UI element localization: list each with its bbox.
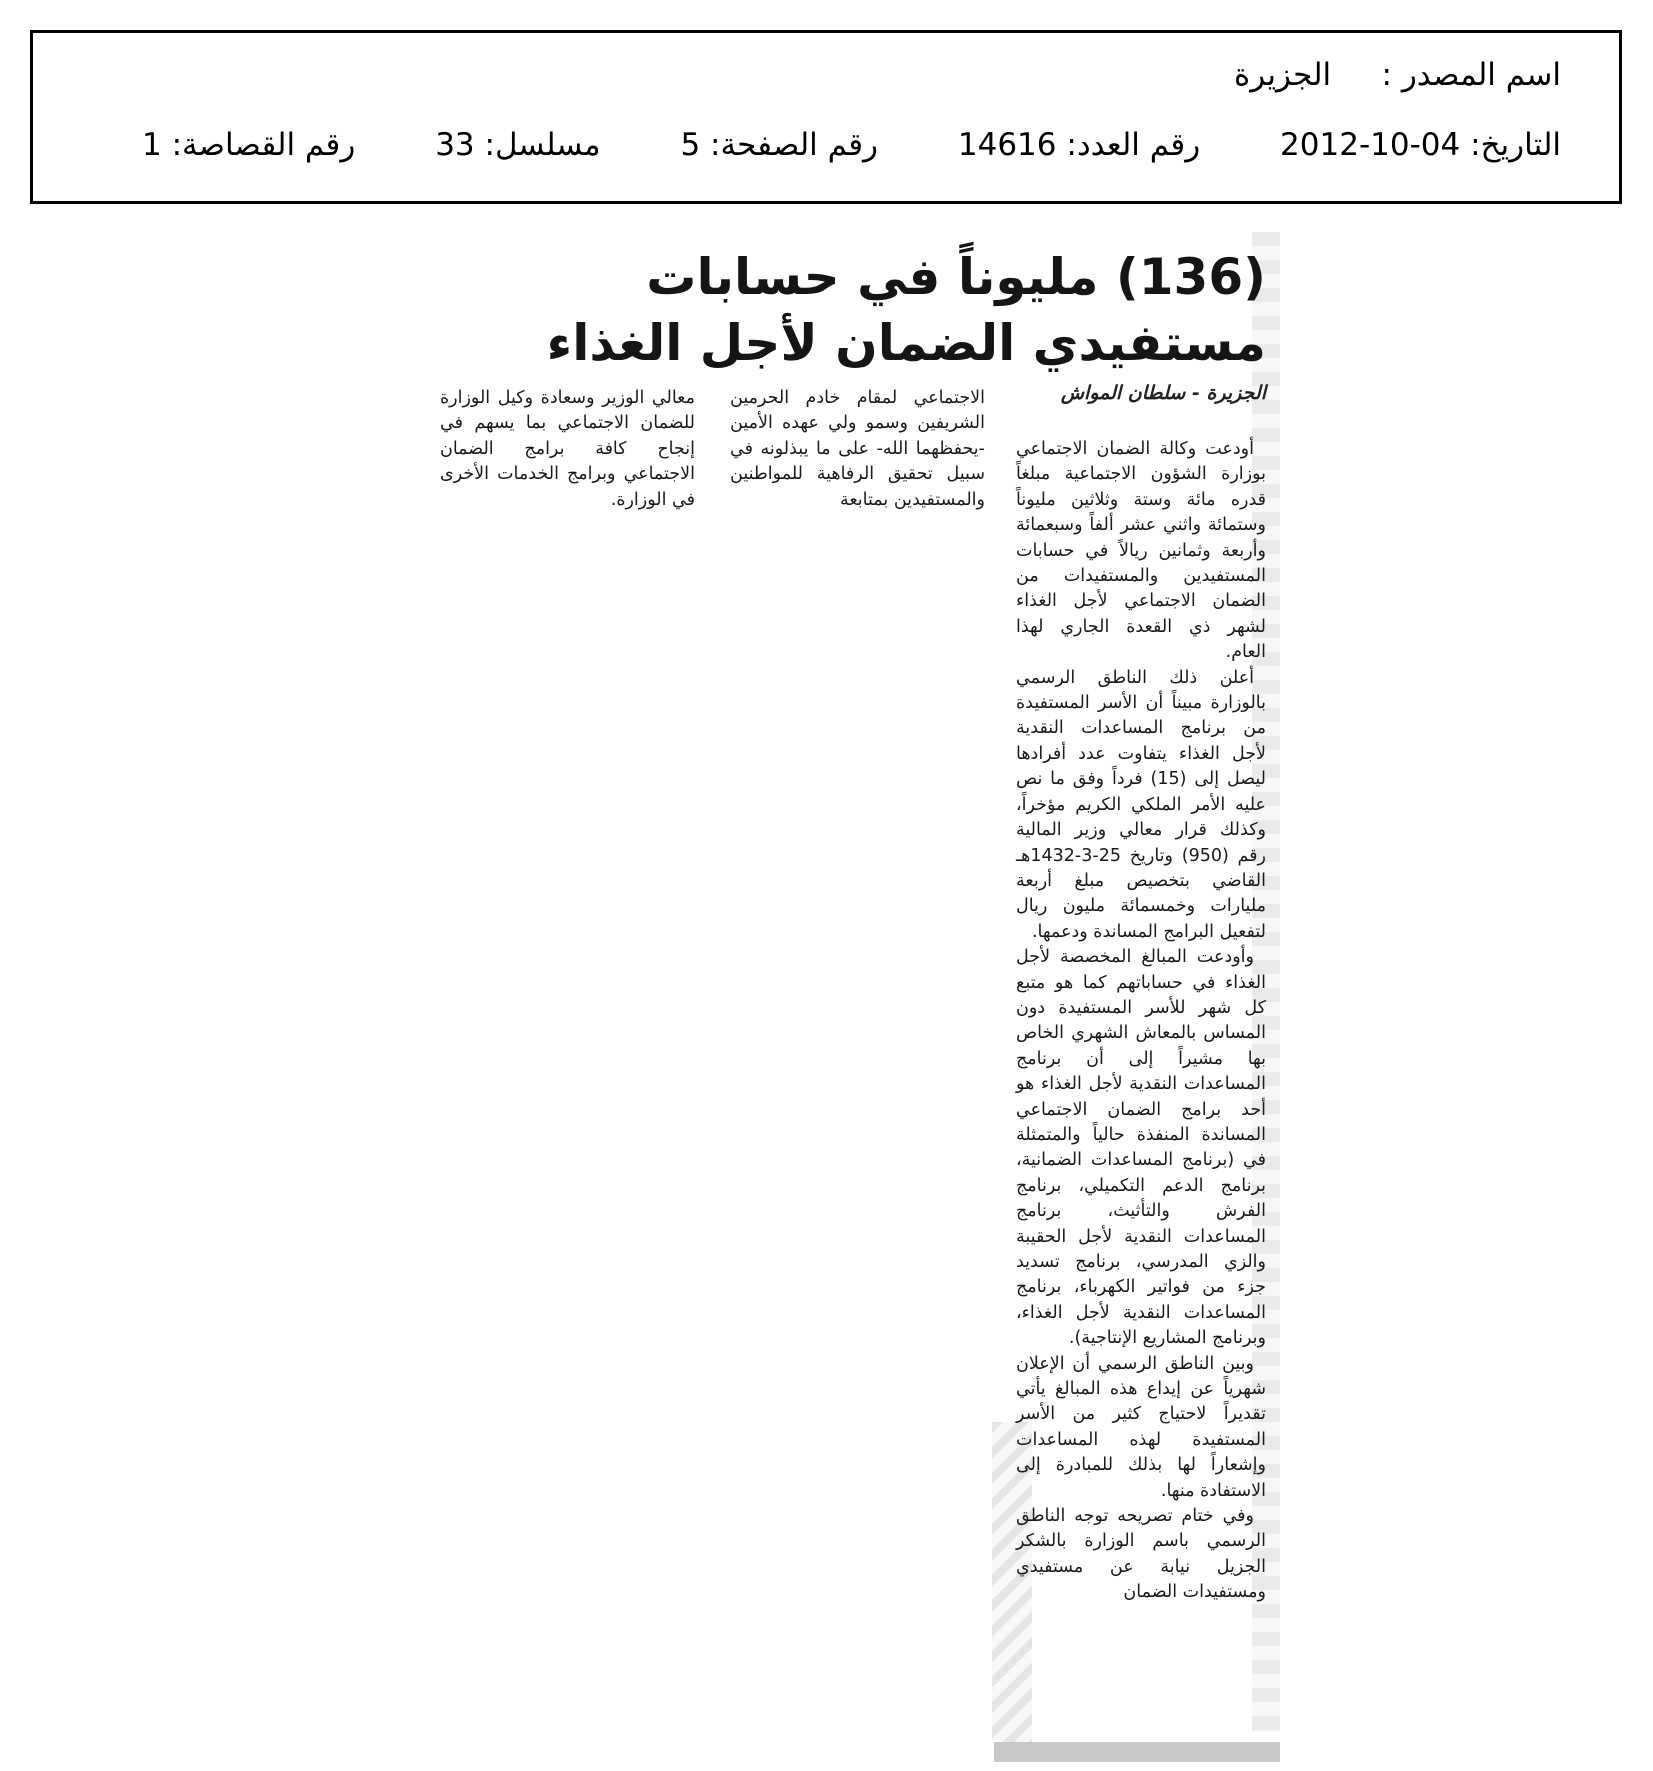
details-row (142, 127, 1561, 163)
issue-number-field: رقم العدد: 14616 (957, 127, 1201, 163)
date-field: التاريخ: 04-10-2012 (1280, 127, 1561, 163)
decorative-bottom-bar (994, 1742, 1280, 1762)
paragraph: وبين الناطق الرسمي أن الإعلان شهرياً عن إيداع هذه المبالغ يأتي تقديراً لاحتياج كثير من الأسر المستفيدة لهذه المساعدات وإشعاراً لها بذلك للمبادرة إلى الاستفادة منها. (1016, 1353, 1266, 1501)
paragraph: معالي الوزير وسعادة وكيل الوزارة للضمان الاجتماعي بما يسهم في إنجاح كافة برامج الضمان الاجتماعي وبرامج الخدمات الأخرى في الوزارة. (440, 388, 695, 510)
source-label: اسم المصدر : (1381, 57, 1561, 93)
article-column-2 (730, 386, 985, 513)
serial-field: مسلسل: 33 (435, 127, 601, 163)
paragraph: أودعت وكالة الضمان الاجتماعي بوزارة الشؤون الاجتماعية مبلغاً قدره مائة وستة وثلاثين مليوناً وستمائة واثني عشر ألفاً وسبعمائة وأربعة وثمانين ريالاً في حسابات المستفيدين والمستفيدات من الضمان الاجتماعي لأجل الغذاء لشهر ذي القعدة الجاري لهذا العام. (1016, 439, 1266, 663)
article-column-3 (440, 386, 695, 513)
paragraph: أعلن ذلك الناطق الرسمي بالوزارة مبيناً أن الأسر المستفيدة من برنامج المساعدات النقدية لأجل الغذاء يتفاوت عدد أفرادها ليصل إلى (15) فرداً وفق ما نص عليه الأمر الملكي الكريم مؤخراً، وكذلك قرار معالي وزير المالية رقم (950) وتاريخ 25-3-1432هـ القاضي بتخصيص مبلغ أربعة مليارات وخمسمائة مليون ريال لتفعيل البرامج المساندة ودعمها. (1016, 667, 1266, 942)
source-value: الجزيرة (1233, 57, 1332, 93)
paragraph: وفي ختام تصريحه توجه الناطق الرسمي باسم الوزارة بالشكر الجزيل نيابة عن مستفيدي ومستفيدات الضمان (1016, 1506, 1266, 1603)
article-column-1 (1016, 437, 1266, 1606)
article-headline: (136) مليوناً في حسابات مستفيدي الضمان لأجل الغذاء (546, 248, 1266, 372)
paragraph: الاجتماعي لمقام خادم الحرمين الشريفين وسمو ولي عهده الأمين -يحفظهما الله- على ما يبذلونه في سبيل تحقيق الرفاهية للمواطنين والمستفيدين بمتابعة (730, 388, 985, 510)
article-byline: الجزيرة - سلطان المواش (1060, 382, 1266, 404)
paragraph: وأودعت المبالغ المخصصة لأجل الغذاء في حساباتهم كما هو متبع كل شهر للأسر المستفيدة دون المساس بالمعاش الشهري الخاص بها مشيراً إلى أن برنامج المساعدات النقدية لأجل الغذاء هو أحد برامج الضمان الاجتماعي المساندة المنفذة حالياً والمتمثلة في (برنامج المساعدات الضمانية، برنامج الدعم التكميلي، برنامج الفرش والتأثيث، برنامج المساعدات النقدية لأجل الحقيبة والزي المدرسي، برنامج تسديد جزء من فواتير الكهرباء، برنامج المساعدات النقدية لأجل الغذاء، وبرنامج المشاريع الإنتاجية). (1016, 947, 1266, 1349)
page-number-field: رقم الصفحة: 5 (680, 127, 879, 163)
clipping-metadata-box (30, 30, 1622, 204)
clip-number-field: رقم القصاصة: 1 (142, 127, 356, 163)
newspaper-clipping (420, 232, 1280, 1762)
source-row (1234, 57, 1561, 93)
